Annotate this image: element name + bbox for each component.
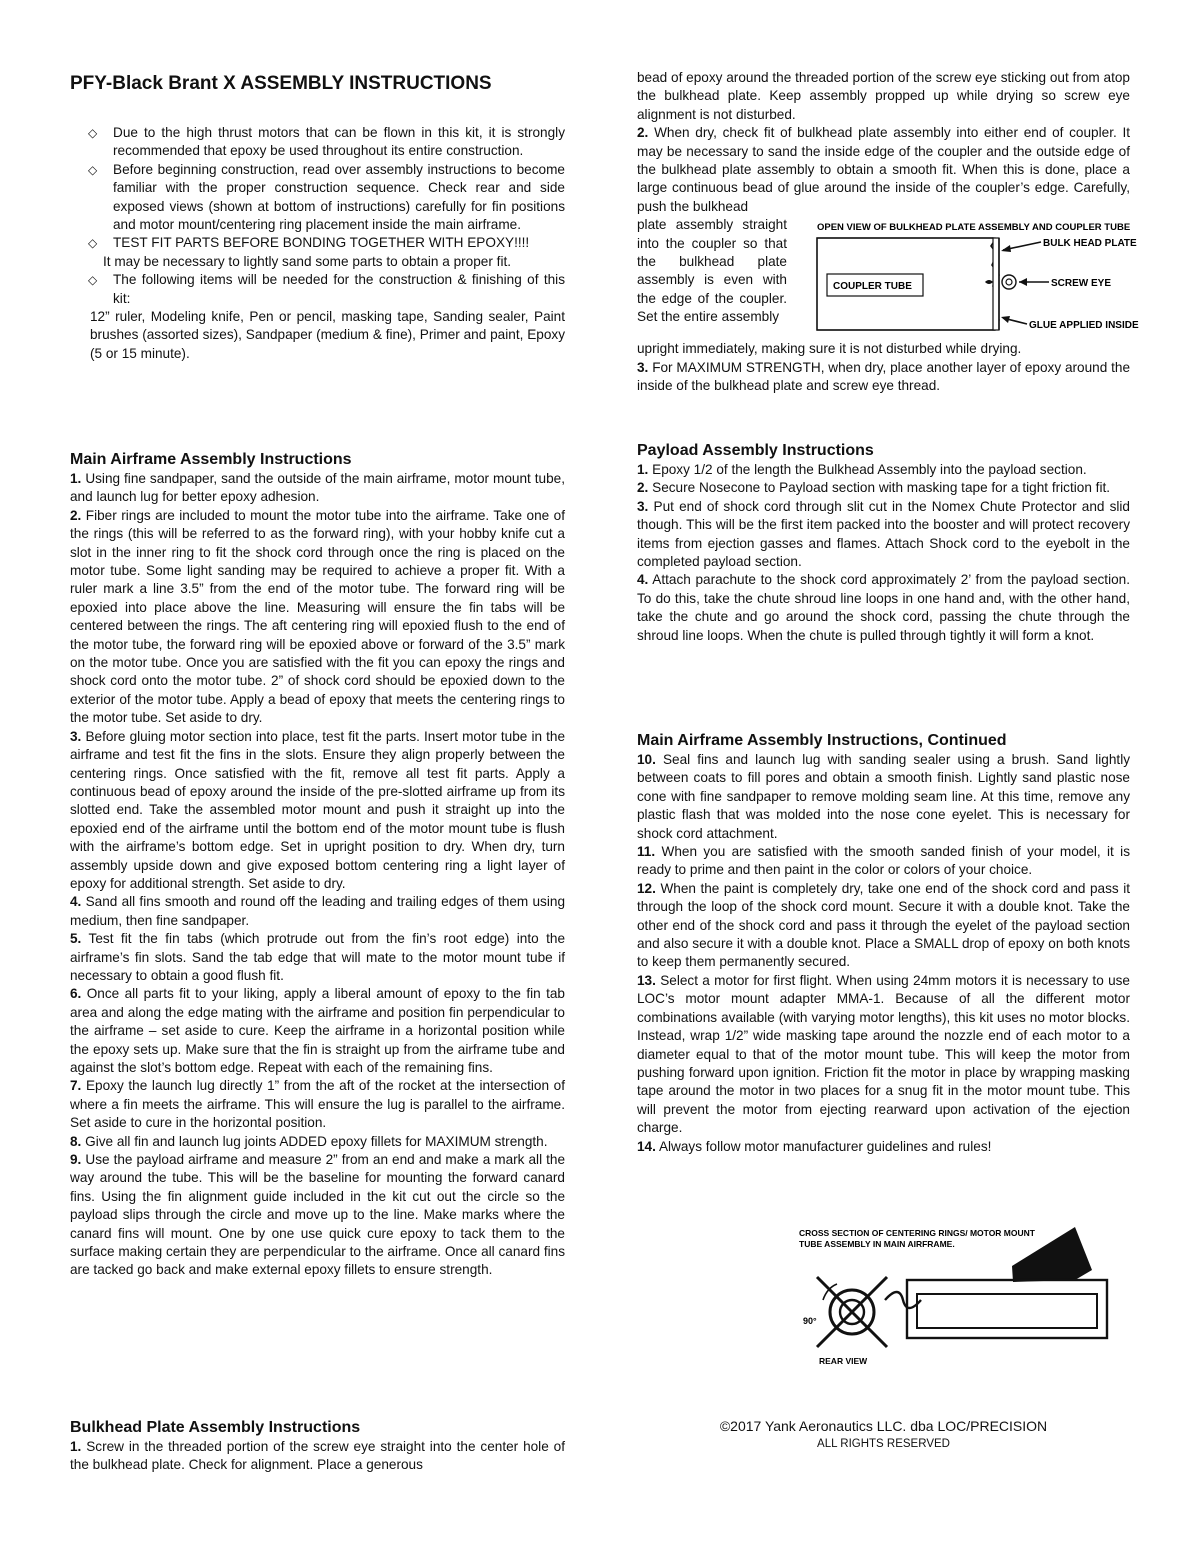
plate-arrowhead [1001, 245, 1011, 252]
bulkhead-step-1-cont: bead of epoxy around the threaded portion of the screw eye sticking out from atop the bulkhead plate. Keep assembly propped up while drying so screw eye alignment is not disturbed. [637, 70, 1130, 122]
bulkhead-heading: Bulkhead Plate Assembly Instructions [70, 1419, 361, 1436]
continued-step: 11. When you are satisfied with the smooth sanded finish of your model, it is ready to prime and then paint in the color or colors of your choice. [637, 844, 1130, 878]
main-step: 2. Fiber rings are included to mount the motor tube into the airframe. Take one of the rings (this will be referred to as the forward ring), with your hobby knife cut a slot in the inner ring to fit the shock cord through once the ring is placed on the motor tube. Some light sanding may be required to achieve a proper fit. With a ruler mark a line 3.5” from the end of the motor tube. The forward ring will be epoxied into place above the line. Measuring will ensure the fin tabs will be centered between the rings. The aft centering ring will epoxied flush to the end of the motor tube, the forward ring will be epoxied above or forward of the 3.5” mark on the motor tube. Once you are satisfied with the fit you can epoxy the rings and shock cord onto the motor tube. 2” of shock cord should be epoxied down to the exterior of the motor tube. Apply a bead of epoxy that meets the centering rings to the motor tube. Set aside to dry. [70, 507, 565, 726]
main-steps-list [70, 470, 565, 1280]
plate-label: BULK HEAD PLATE [1043, 238, 1137, 250]
intro-list-2 [70, 271, 565, 308]
diamond-bullet-icon: ◇ [88, 273, 98, 288]
motor-tube-side [917, 1294, 1097, 1328]
bulkhead-step-2-wrap: plate assembly straight into the coupler so that the bulkhead plate assembly is even with the edge of the coupler. Set the entire assembly [637, 217, 787, 325]
continued-step: 10. Seal fins and launch lug with sanding sealer using a brush. Sand lightly between coats to fill pores and obtain a smooth finish. Lightly sand plastic nose cone with fine sandpaper to remove molding seam line. At this time, remove any plastic flash that was molded into the nose cone eyelet. This is necessary for shock cord attachment. [637, 752, 1131, 841]
screw-eye-inner [1006, 279, 1012, 285]
glue-bead-icon [985, 280, 993, 284]
cross-section-title-2: TUBE ASSEMBLY IN MAIN AIRFRAME. [799, 1239, 955, 1249]
page-title: PFY-Black Brant X ASSEMBLY INSTRUCTIONS [70, 73, 492, 94]
main-step: 5. Test fit the fin tabs (which protrude out from the fin’s root edge) into the airframe’s fin slots. Sand the tab edge that will mate to the motor mount tube if necessary to obtain a good flush fit. [70, 931, 566, 983]
main-step: 4. Sand all fins smooth and round off the leading and trailing edges of them using medium, then fine sandpaper. [70, 894, 565, 928]
airframe-side [907, 1280, 1107, 1338]
main-airframe-section [70, 450, 565, 1280]
bulkhead-diagram [813, 220, 1153, 340]
diamond-bullet-icon: ◇ [88, 236, 98, 251]
bulkhead-plate [993, 238, 999, 330]
bulkhead-section [70, 1418, 565, 1475]
bulkhead-step-2: 2. When dry, check fit of bulkhead plate assembly into either end of coupler. It may be necessary to sand the inside edge of the coupler and the outside edge of the bulkhead plate assembly to obtain a smooth fit. When this is done, place a large continuous bead of glue around the inside of the coupler’s edge. Carefully, push the bulkhead [637, 125, 1131, 214]
bulkhead-step-3: 3. For MAXIMUM STRENGTH, when dry, place another layer of epoxy around the inside of the bulkhead plate and screw eye thread. [637, 359, 1131, 394]
list-item: ◇ The following items will be needed for the construction & finishing of this kit: [88, 272, 565, 306]
copyright: ©2017 Yank Aeronautics LLC. dba LOC/PRECISION [719, 1418, 1048, 1434]
bulkhead-diagram-row [637, 216, 1139, 340]
payload-step: 4. Attach parachute to the shock cord approximately 2’ from the payload section. To do this, take the chute shroud line loops in one hand and, with the other hand, take the chute and go around the shock cord, passing the chute through the shroud line loops. When the chute is pulled through tightly it will form a knot. [637, 572, 1131, 643]
payload-steps-list [637, 461, 1130, 645]
continued-steps-list [637, 751, 1130, 1156]
diamond-bullet-icon: ◇ [88, 162, 98, 177]
continued-step: 12. When the paint is completely dry, take one end of the shock cord and pass it through the loop of the shock cord mount. Secure it with a double knot. Take the other end of the shock cord and pass it through the eyelet of the payload section and also secure it with a double knot. Place a SMALL drop of epoxy on both knots to keep them permanently secured. [637, 880, 1131, 970]
glue-label: GLUE APPLIED INSIDE [1029, 320, 1139, 332]
main-step: 7. Epoxy the launch lug directly 1” from the aft of the rocket at the intersection of where a fin meets the airframe. This will ensure the lug is parallel to the airframe. Set aside to cure in the horizontal position. [70, 1078, 565, 1131]
bulkhead-continued [637, 69, 1139, 395]
continued-step: 13. Select a motor for first flight. When using 24mm motors it is necessary to use LOC’s motor mount adapter MMA-1. Because of all the different motor combinations available (with varying motor lengths), this kit uses no motor blocks. Instead, wrap 1/2” wide masking tape around the nozzle end of each motor to a diameter equal to that of the motor mount tube. This will keep the motor from pushing forward upon ignition. Friction fit the motor in place by wrapping masking tape around the motor in two places for a snug fit in the motor mount tube. This will prevent the motor from ejecting rearward upon activation of the ejection charge. [637, 972, 1130, 1136]
payload-step: 1. Epoxy 1/2 of the length the Bulkhead Assembly into the payload section. [637, 462, 1087, 477]
list-item: ◇ TEST FIT PARTS BEFORE BONDING TOGETHER WITH EPOXY!!!! [70, 234, 565, 252]
diagram-title: OPEN VIEW OF BULKHEAD PLATE ASSEMBLY AND COUPLER TUBE [817, 222, 1131, 234]
screw-eye-icon [1002, 275, 1016, 289]
coupler-label: COUPLER TUBE [833, 281, 912, 293]
footer [637, 1416, 1130, 1452]
glue-arrowhead [1001, 316, 1010, 323]
screw-eye-label: SCREW EYE [1051, 278, 1112, 290]
continued-section [637, 731, 1130, 1156]
main-step: 6. Once all parts fit to your liking, apply a liberal amount of epoxy to the fin tab area and along the edge mating with the airframe and position fin perpendicular to the airframe – set aside to cure. Keep the airframe in a horizontal position while the epoxy sets up. Make sure that the fin is straight up from the airframe tube and against the slot’s bottom edge. Repeat with each of the remaining fins. [70, 986, 565, 1075]
payload-step: 2. Secure Nosecone to Payload section with masking tape for a tight friction fit. [637, 480, 1111, 496]
shock-cord-icon [885, 1292, 921, 1308]
payload-section [637, 441, 1130, 645]
cross-section-diagram [797, 1222, 1137, 1372]
payload-step: 3. Put end of shock cord through slit cut in the Nomex Chute Protector and slid though. This will be the first item packed into the booster and will protect recovery items from ejection gasses and flames. Attach Shock cord to the eyebolt in the completed payload section. [637, 498, 1130, 570]
eye-arrowhead [1019, 278, 1027, 286]
main-step: 9. Use the payload airframe and measure 2” from an end and make a mark all the way around the tube. This will be the baseline for mounting the forward canard fins. Using the fin alignment guide included in the kit cut out the circle so the payload slips through the circle and move up to the line. Make marks where the canard fins will mount. One by one use quick cure epoxy to tack them to the surface making certain they are perpendicular to the airframe. Once all canard fins are tacked go back and make external epoxy fillets to ensure strength. [70, 1152, 566, 1278]
rear-view-label: REAR VIEW [819, 1356, 868, 1366]
bulkhead-step-1: 1. Screw in the threaded portion of the screw eye straight into the center hole of the bulkhead plate. Check for alignment. Place a generous [70, 1439, 565, 1473]
list-item: ◇ Before beginning construction, read over assembly instructions to become familiar with the proper construction sequence. Check rear and side exposed views (shown at bottom of instructions) carefully for fin positions and motor mount/centering ring placement inside the main airframe. [88, 161, 565, 233]
bulkhead-step-2-end: upright immediately, making sure it is not disturbed while drying. [637, 341, 1022, 357]
continued-heading: Main Airframe Assembly Instructions, Continued [637, 732, 1007, 749]
intro-list [70, 124, 565, 253]
list-item: ◇ Due to the high thrust motors that can be flown in this kit, it is strongly recommended that epoxy be used throughout its entire construction. [88, 125, 565, 159]
intro-section [70, 124, 565, 363]
diamond-bullet-icon: ◇ [88, 126, 98, 140]
payload-heading: Payload Assembly Instructions [637, 442, 874, 459]
continued-step: 14. Always follow motor manufacturer guidelines and rules! [637, 1138, 992, 1154]
rights-reserved: ALL RIGHTS RESERVED [817, 1438, 950, 1450]
main-step: 1. Using fine sandpaper, sand the outside of the main airframe, motor mount tube, and launch lug for better epoxy adhesion. [70, 471, 565, 505]
angle-label: 90° [803, 1316, 817, 1326]
main-step: 3. Before gluing motor section into place, test fit the parts. Insert motor tube in the airframe and test fit the fins in the slots. Ensure they align properly between the centering rings. Once satisfied with the fit, remove all test fit parts. Apply a continuous bead of epoxy around the inside of the pre-slotted airframe up from its slotted end. Take the assembled motor mount and push it straight up into the epoxied end of the airframe until the bottom end of the motor mount tube is flush with the airframe’s bottom edge. Set in upright position to dry. When dry, turn assembly upside down and give exposed bottom centering ring a light layer of epoxy for additional strength. Set aside to dry. [70, 728, 566, 891]
main-airframe-heading: Main Airframe Assembly Instructions [70, 451, 352, 468]
main-step: 8. Give all fin and launch lug joints ADDED epoxy fillets for MAXIMUM strength. [70, 1133, 548, 1149]
required-items: 12” ruler, Modeling knife, Pen or pencil, masking tape, Sanding sealer, Paint brushes (assorted sizes), Sandpaper (medium & fine), Primer and paint, Epoxy (5 or 15 minute). [90, 309, 565, 361]
cross-section-title-1: CROSS SECTION OF CENTERING RINGS/ MOTOR MOUNT [799, 1228, 1035, 1238]
sanding-note: It may be necessary to lightly sand some parts to obtain a proper fit. [103, 253, 512, 269]
